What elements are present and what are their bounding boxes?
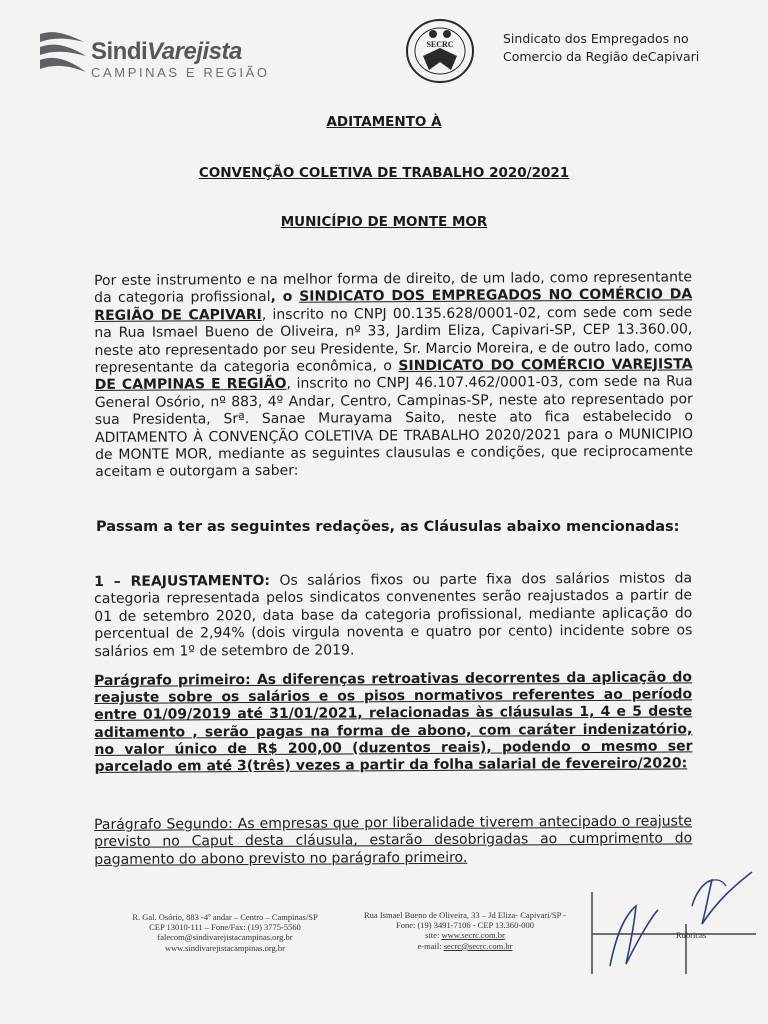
footer-address-campinas: R. Gal. Osório, 883 -4º andar – Centro – Campinas/SP CEP 13010-111 – Fone/Fax: (19) 3775-5560 falecom@sindivarejistacampinas.org.br www.sindivarejistacampinas.org.br <box>132 912 318 953</box>
document-title-3: MUNICÍPIO DE MONTE MOR <box>280 214 488 230</box>
union-name-header <box>503 30 753 66</box>
wave-logo-icon <box>38 28 88 78</box>
paragraph-segundo: Parágrafo Segundo: As empresas que por liberalidade tiverem antecipado o reajuste previsto no Caput desta cláusula, estarão desobrigadas ao cumprimento do pagamento do abono previsto no parágrafo primeiro. <box>94 813 693 868</box>
seal-emblem-icon <box>405 18 475 84</box>
intro-paragraph: Por este instrumento e na melhor forma de direito, de um lado, como representante da categoria profissional, o SINDICATO DOS EMPREGADOS NO COMÉRCIO DA REGIÃO DE CAPIVARI, inscrito no CNPJ 00.135.628/0001-02, com sede com sede na Rua Ismael Bueno de Oliveira, nº 33, Jardim Eliza, Capivari-SP, CEP 13.360.00, neste ato representado por seu Presidente, Sr. Marcio Moreira, e de outro lado, como representante da categoria econômica, o SINDICATO DO COMÉRCIO VAREJISTA DE CAMPINAS E REGIÃO, inscrito no CNPJ 46.107.462/0001-03, com sede na Rua General Osório, nº 883, 4º Andar, Centro, Campinas-SP, neste ato representado por sua Presidenta, Srª. Sanae Murayama Saito, neste ato fica estabelecido o ADITAMENTO À CONVENÇÃO COLETIVA DE TRABALHO 2020/2021 para o MUNICIPIO de MONTE MOR, mediante as seguintes clausulas e condições, que reciprocamente aceitam e outorgam a saber: <box>94 269 694 481</box>
footer-email-link[interactable]: secrc@secrc.com.br <box>443 940 513 951</box>
secrc-seal <box>405 18 475 84</box>
union-name-line-1: Sindicato dos Empregados no <box>503 31 689 46</box>
clause-1-paragraph: 1 – REAJUSTAMENTO: Os salários fixos ou parte fixa dos salários mistos da categoria representada pelos sindicatos convenentes serão reajustados a partir de 01 de setembro 2020, data base da categoria profissional, mediante aplicação do percentual de 2,94% (dois virgula noventa e quatro por cento) incidente sobre os salários em 1º de setembro de 2019. <box>94 570 693 660</box>
footer-site-link[interactable]: www.secrc.com.br <box>441 930 505 941</box>
footer-address-capivari: Rua Ismael Bueno de Oliveira, 33 – Jd Eliza- Capivari/SP - Fone: (19) 3491-7106 - CEP 13.360-000 site: www.secrc.com.br e-mail: secrc@secrc.com.br <box>364 910 566 951</box>
union-name-line-2: Comercio da Região deCapivari <box>503 49 700 64</box>
sindivarejista-logo <box>38 28 278 84</box>
logo-subtitle: CAMPINAS E REGIÃO <box>91 65 270 80</box>
seal-acronym: SECRC <box>426 40 454 49</box>
rubric-label: Rubricas <box>676 930 707 940</box>
handwritten-signature-icon <box>596 866 766 976</box>
document-title-2: CONVENÇÃO COLETIVA DE TRABALHO 2020/2021 <box>198 165 570 181</box>
clause-1-label: 1 – REAJUSTAMENTO: <box>94 572 271 590</box>
paragraph-primeiro: Parágrafo primeiro: As diferenças retroativas decorrentes da aplicação do reajuste sobre os salários e os pisos normativos referentes ao período entre 01/09/2019 até 31/01/2021, relacionadas às cláusulas 1, 4 e 5 deste aditamento , serão pagas na forma de abono, com caráter indenizatório, no valor único de R$ 200,00 (duzentos reais), podendo o mesmo ser parcelado em até 3(três) vezes a partir da folha salarial de fevereiro/2020: <box>94 669 693 776</box>
document-title-1: ADITAMENTO À <box>326 114 442 130</box>
logo-wordmark: SindiVarejista <box>91 38 242 65</box>
section-heading: Passam a ter as seguintes redações, as Cláusulas abaixo mencionadas: <box>96 519 680 535</box>
